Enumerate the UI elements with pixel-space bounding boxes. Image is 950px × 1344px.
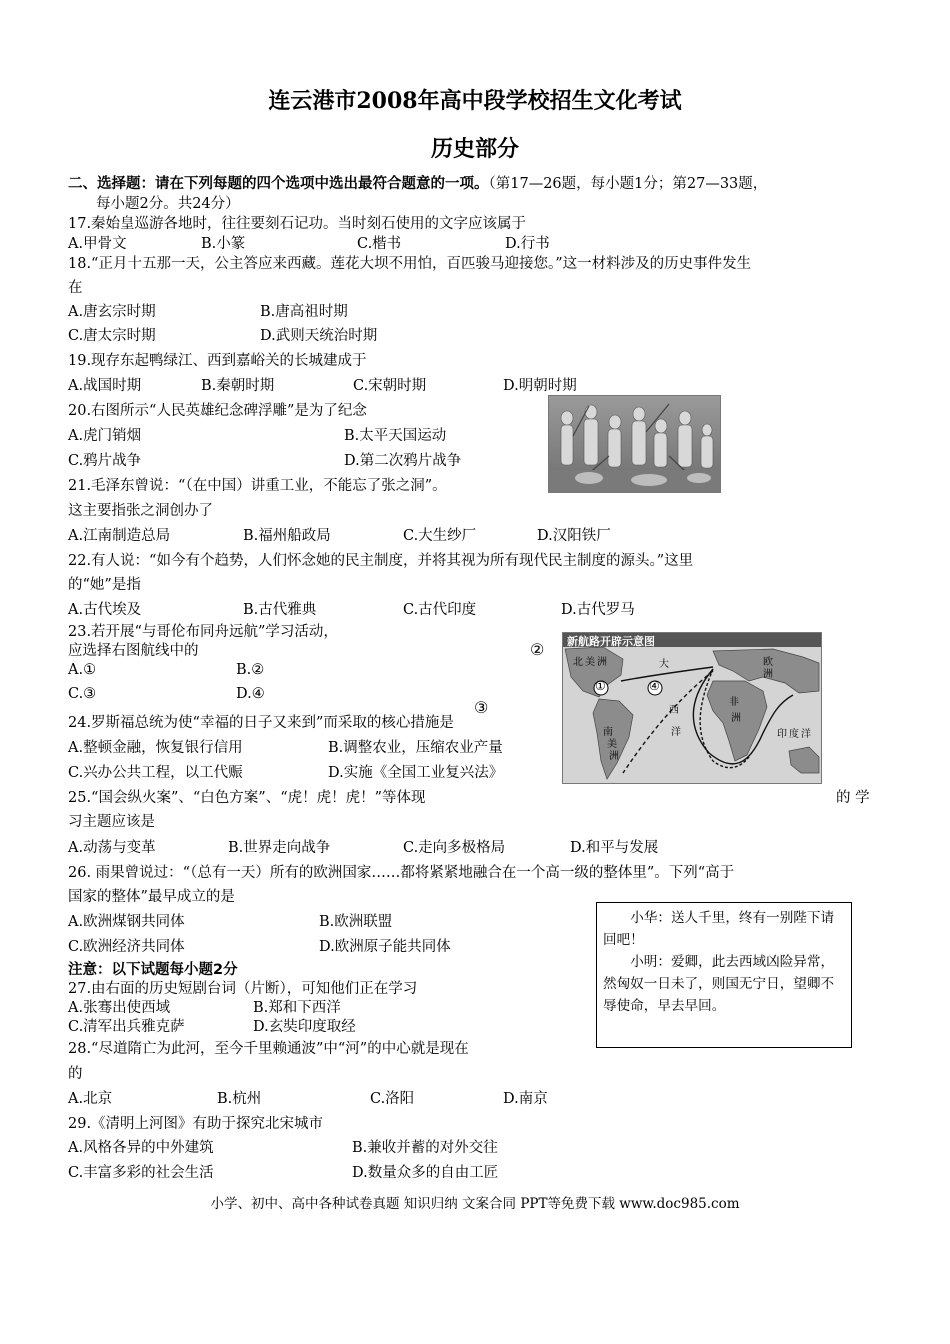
page-footer: 小学、初中、高中各种试卷真题 知识归纳 文案合同 PPT等免费下载 www.doc985.com <box>210 1196 740 1212</box>
q25-option-b: B.世界走向战争 <box>228 840 331 856</box>
dialog-line-2: 小明：爱卿，此去西域凶险异常，然匈奴一日未了，则国无宁日，望卿不辱使命，早去早回。 <box>603 954 835 1014</box>
q19-option-b: B.秦朝时期 <box>201 378 275 394</box>
q29-stem: 29.《清明上河图》有助于探究北宋城市 <box>68 1116 324 1132</box>
map-label-1: 北 <box>573 657 583 668</box>
q27-option-d: D.玄奘印度取经 <box>253 1019 356 1035</box>
q22-stem: 22.有人说：“如今有个趋势，人们怀念她的民主制度，并将其视为所有现代民主制度的源头。”这里 <box>68 553 694 569</box>
q17-stem: 17.秦始皇巡游各地时，往往要刻石记功。当时刻石使用的文字应该属于 <box>68 216 527 232</box>
q24-option-c: C.兴办公共工程，以工代赈 <box>68 765 243 781</box>
route-marker-2: ② <box>530 640 545 659</box>
q26-option-a: A.欧洲煤钢共同体 <box>68 914 185 930</box>
q22-option-d: D.古代罗马 <box>561 602 635 618</box>
q25-option-a: A.动荡与变革 <box>68 840 156 856</box>
exam-subtitle: 历史部分 <box>430 136 519 162</box>
section-heading-line2: 每小题2分。共24分） <box>96 196 240 212</box>
q17-option-b: B.小篆 <box>201 236 246 252</box>
q20-stem: 20.右图所示“人民英雄纪念碑浮雕”是为了纪念 <box>68 403 367 419</box>
q23-stem-cont: 应选择右图航线中的 <box>68 643 199 659</box>
q22-option-c: C.古代印度 <box>403 602 477 618</box>
q23-option-d: D.④ <box>236 686 265 702</box>
q28-stem-cont: 的 <box>68 1066 83 1082</box>
map-label-14: 印 <box>777 729 787 740</box>
q19-option-a: A.战国时期 <box>68 378 142 394</box>
q23-stem: 23.若开展“与哥伦布同舟远航”学习活动， <box>68 624 338 640</box>
q25-stem: 25.“国会纵火案”、“白色方案”、“虎！虎！虎！”等体现 <box>68 790 426 806</box>
q27-option-c: C.清军出兵雅克萨 <box>68 1019 185 1035</box>
q21-stem: 21.毛泽东曾说：“（在中国）讲重工业，不能忘了张之洞”。 <box>68 478 447 494</box>
map-label-8: 美 <box>607 739 617 750</box>
dialog-line-1: 小华：送人千里，终有一别陛下请回吧！ <box>603 910 835 948</box>
section-heading <box>68 172 767 193</box>
q18-stem-cont: 在 <box>68 280 83 296</box>
q28-option-c: C.洛阳 <box>370 1091 415 1107</box>
map-label-11: 洲 <box>731 713 741 724</box>
q22-option-b: B.古代雅典 <box>243 602 317 618</box>
q18-option-b: B.唐高祖时期 <box>260 304 348 320</box>
q21-stem-cont: 这主要指张之洞创办了 <box>68 503 213 519</box>
map-route-1: ① <box>595 679 606 693</box>
q21-option-a: A.江南制造总局 <box>68 528 171 544</box>
q25-option-c: C.走向多极格局 <box>403 840 506 856</box>
q24-option-b: B.调整农业，压缩农业产量 <box>328 740 503 756</box>
map-title: 新航路开辟示意图 <box>567 635 655 648</box>
q28-stem: 28.“尽道隋亡为此河，至今千里赖通波”中“河”的中心就是现在 <box>68 1041 469 1057</box>
q24-stem: 24.罗斯福总统为使“幸福的日子又来到”而采取的核心措施是 <box>68 715 454 731</box>
q21-option-b: B.福州船政局 <box>243 528 331 544</box>
section-heading-normal: （第17—26题，每小题1分；第27—33题， <box>488 176 768 192</box>
new-routes-map <box>562 632 822 784</box>
map-label-12: 欧 <box>763 657 773 668</box>
q29-option-a: A.风格各异的中外建筑 <box>68 1140 214 1156</box>
map-label-2: 美 <box>585 657 595 668</box>
q25-option-d: D.和平与发展 <box>570 840 659 856</box>
monument-relief-image <box>548 395 721 493</box>
q23-option-c: C.③ <box>68 686 97 702</box>
relief-figures-icon <box>549 396 720 492</box>
section-heading-bold: 二、选择题：请在下列每题的四个选项中选出最符合题意的一项。 <box>68 176 489 192</box>
q22-option-a: A.古代埃及 <box>68 602 142 618</box>
q17-option-d: D.行书 <box>505 236 550 252</box>
q20-option-b: B.太平天国运动 <box>344 428 447 444</box>
map-label-16: 洋 <box>801 729 811 740</box>
q23-option-a: A.① <box>68 662 97 678</box>
q19-option-d: D.明朝时期 <box>503 378 577 394</box>
q23-option-b: B.② <box>236 662 265 678</box>
map-route-4: ④ <box>649 679 660 693</box>
q26-option-b: B.欧洲联盟 <box>319 914 393 930</box>
q22-stem-cont: 的“她”是指 <box>68 577 141 593</box>
q29-option-b: B.兼收并蓄的对外交往 <box>352 1140 498 1156</box>
q18-option-c: C.唐太宗时期 <box>68 328 156 344</box>
q28-option-d: D.南京 <box>503 1091 548 1107</box>
exam-title: 连云港市2008年高中段学校招生文化考试 <box>268 88 682 114</box>
q24-option-a: A.整顿金融，恢复银行信用 <box>68 740 243 756</box>
q20-option-a: A.虎门销烟 <box>68 428 142 444</box>
drama-dialog-box <box>596 902 852 1048</box>
q27-stem: 27.由右面的历史短剧台词（片断），可知他们正在学习 <box>68 981 418 997</box>
q26-stem: 26. 雨果曾说过：“（总有一天）所有的欧洲国家……都将紧紧地融合在一个高一级的整体里”。下列“高于 <box>68 865 735 881</box>
q20-option-d: D.第二次鸦片战争 <box>344 453 462 469</box>
q26-option-c: C.欧洲经济共同体 <box>68 939 185 955</box>
scoring-note: 注意：以下试题每小题2分 <box>68 962 238 978</box>
q19-stem: 19.现存东起鸭绿江、西到嘉峪关的长城建成于 <box>68 353 367 369</box>
q25-stem-tail: 的 学 <box>836 790 870 806</box>
q21-option-c: C.大生纱厂 <box>403 528 477 544</box>
q18-option-a: A.唐玄宗时期 <box>68 304 156 320</box>
map-label-7: 南 <box>603 727 613 738</box>
q28-option-a: A.北京 <box>68 1091 113 1107</box>
q27-option-b: B.郑和下西洋 <box>253 1000 341 1016</box>
q26-stem-cont: 国家的整体”最早成立的是 <box>68 889 235 905</box>
q28-option-b: B.杭州 <box>217 1091 262 1107</box>
q18-stem: 18.“正月十五那一天，公主答应来西藏。莲花大坝不用怕，百匹骏马迎接您。”这一材料涉及的历史事件发生 <box>68 256 752 272</box>
q25-stem-cont: 习主题应该是 <box>68 814 155 830</box>
q27-option-a: A.张骞出使西域 <box>68 1000 171 1016</box>
q24-option-d: D.实施《全国工业复兴法》 <box>328 765 504 781</box>
map-label-9: 洲 <box>609 751 619 762</box>
map-label-15: 度 <box>789 729 799 740</box>
q29-option-d: D.数量众多的自由工匠 <box>352 1165 499 1181</box>
q17-option-c: C.楷书 <box>357 236 402 252</box>
map-label-13: 洲 <box>763 669 773 680</box>
route-marker-3: ③ <box>474 698 489 717</box>
q20-option-c: C.鸦片战争 <box>68 453 142 469</box>
map-label-4: 大 <box>659 659 669 670</box>
q18-option-d: D.武则天统治时期 <box>260 328 378 344</box>
q26-option-d: D.欧洲原子能共同体 <box>319 939 451 955</box>
map-label-3: 洲 <box>597 657 607 668</box>
q21-option-d: D.汉阳铁厂 <box>537 528 611 544</box>
map-label-5: 西 <box>669 705 679 716</box>
q29-option-c: C.丰富多彩的社会生活 <box>68 1165 214 1181</box>
map-label-10: 非 <box>729 697 739 708</box>
q17-option-a: A.甲骨文 <box>68 236 127 252</box>
map-label-6: 洋 <box>671 727 681 738</box>
q19-option-c: C.宋朝时期 <box>353 378 427 394</box>
